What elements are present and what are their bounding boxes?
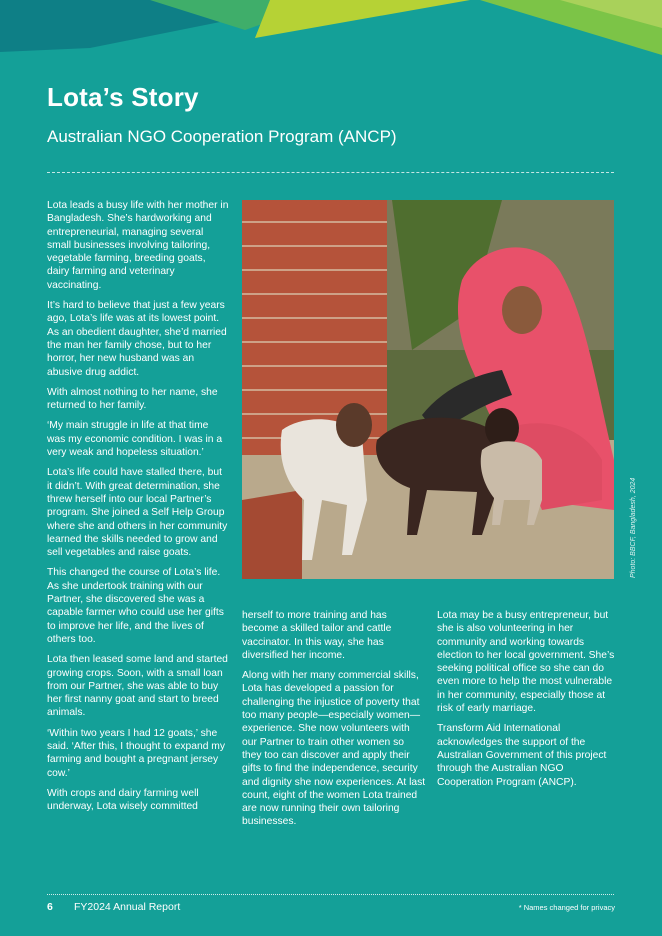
- paragraph: Lota then leased some land and started growing crops. Soon, with a small loan from our Partner, she was able to buy her first nanny goat and start to breed animals.: [47, 654, 228, 719]
- banner-lime-band: [255, 0, 470, 38]
- paragraph: Transform Aid International acknowledges the support of the Australian Government of this project through the Australian NGO Cooperation Program (ANCP).: [437, 723, 607, 788]
- paragraph: With crops and dairy farming well underway, Lota wisely committed: [47, 787, 199, 813]
- lota-photo: [242, 200, 614, 579]
- report-name: FY2024 Annual Report: [74, 901, 181, 913]
- paragraph: This changed the course of Lota’s life. As she undertook training with our Partner, she discovered she was a capable farmer who could use her gifts to improve her life, and the lives of others too.: [47, 567, 224, 645]
- paragraph: It’s hard to believe that just a few years ago, Lota’s life was at its lowest point. As an obedient daughter, she’d married the man her family chose, but to her horror, her new husband was an abusive drug addict.: [47, 300, 227, 378]
- photo-credit: Photo: BBCF, Bangladesh, 2024: [630, 477, 637, 578]
- page-title: Lota’s Story: [47, 82, 199, 112]
- woman-face: [502, 286, 542, 334]
- paragraph: Lota leads a busy life with her mother in Bangladesh. She’s hardworking and entrepreneurial, managing several small businesses involving tailoring, vegetable farming, breeding goats, dairy farming and veterinary vaccinating.: [47, 200, 229, 291]
- privacy-footnote: * Names changed for privacy: [518, 903, 615, 912]
- page-subtitle: Australian NGO Cooperation Program (ANCP): [47, 127, 397, 146]
- paragraph: With almost nothing to her name, she returned to her family.: [47, 386, 218, 412]
- text-column-1: [47, 199, 229, 820]
- paragraph: Lota’s life could have stalled there, but it didn’t. With great determination, she threw herself into our local Partner’s program. She joined a Self Help Group where she and others in her community learned the skills needed to grow and sell vegetables and raise goats.: [47, 467, 228, 559]
- paragraph: ‘My main struggle in life at that time was my economic condition. I was in a very weak and hopeless situation.’: [47, 420, 223, 459]
- text-column-2: [242, 609, 426, 836]
- paragraph: herself to more training and has become a skilled tailor and cattle vaccinator. In this way, she has diversified her income.: [242, 610, 392, 661]
- title-divider: [47, 172, 614, 173]
- white-goat-head: [336, 403, 372, 447]
- text-column-3: [437, 609, 617, 796]
- paragraph: ‘Within two years I had 12 goats,’ she said. ‘After this, I thought to expand my farming and bought a pregnant jersey cow.’: [47, 727, 226, 779]
- header-banner: [0, 0, 662, 60]
- paragraph: Along with her many commercial skills, Lota has developed a passion for challenging the injustice of poverty that too many people—especially women—experience. She now volunteers with our Partner to train other women so they too can discover and apply their gifts to find the independence, security and dignity she now experiences. At last count, eight of the women Lota trained are now running their own tailoring businesses.: [242, 670, 426, 828]
- paragraph: Lota may be a busy entrepreneur, but she is also volunteering in her community and working towards election to her local government. She’s seeking political office so she can do even more to help the most vulnerable in her community, especially those at risk of early marriage.: [437, 610, 615, 715]
- footer-divider: [47, 894, 614, 895]
- photo-illustration: [242, 200, 614, 579]
- page-number: 6: [47, 901, 53, 913]
- brick-step: [242, 490, 302, 579]
